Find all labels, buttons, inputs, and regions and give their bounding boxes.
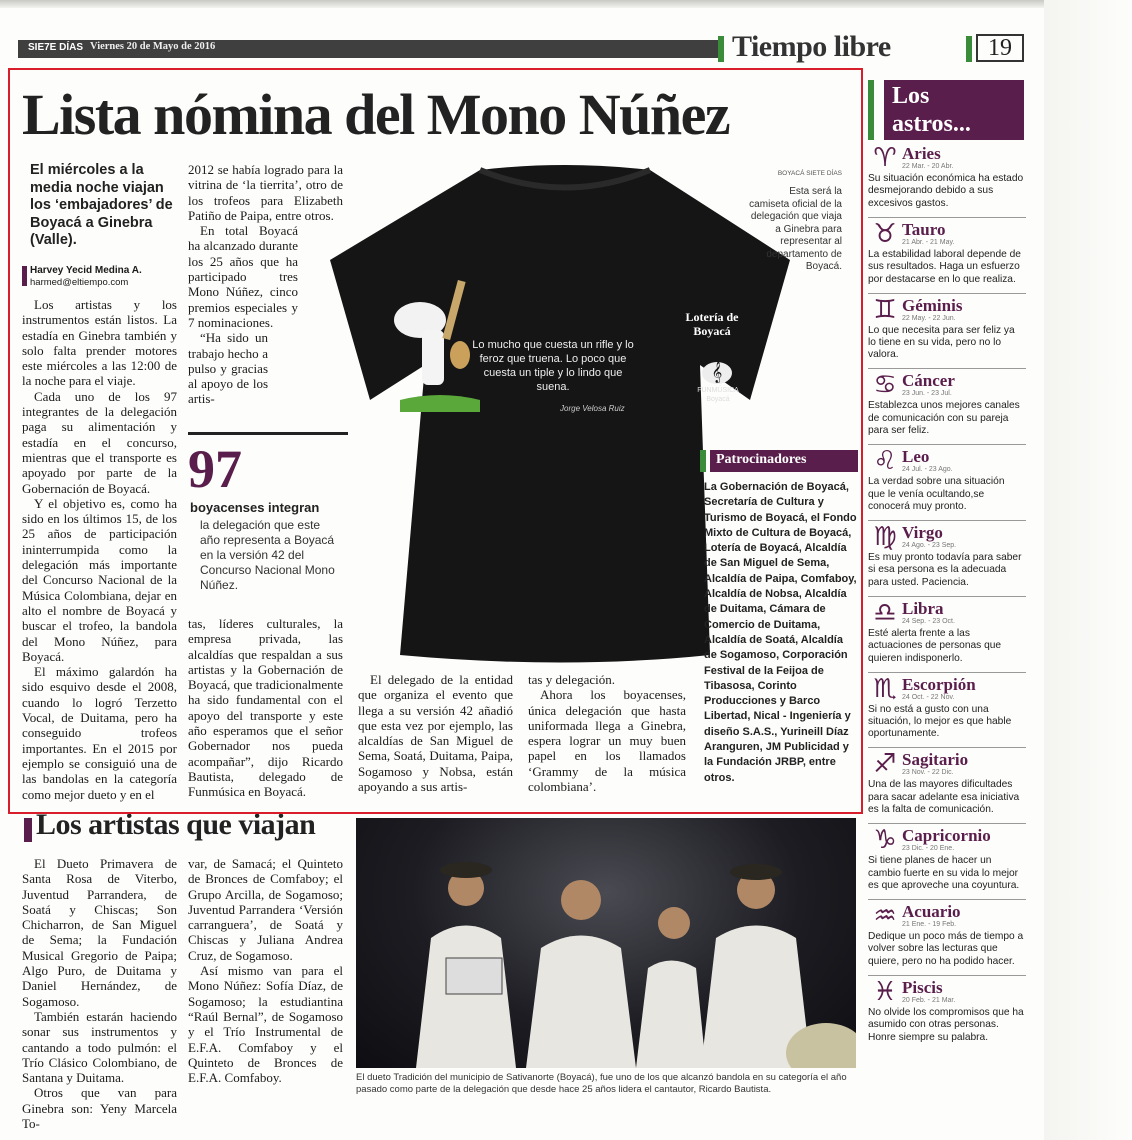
sign-dates: 24 Sep. - 23 Oct. [902, 617, 955, 625]
sign-dates: 23 Dic. - 20 Ene. [902, 845, 955, 853]
paragraph: Así mismo van para el Mono Núñez: Sofía Díaz, de Sogamoso; la estudiantina “Raúl Bernal”, de Sogamoso y el Trío Instrumental de E.F.A. Comfaboy y el Quinteto de Bronces de E.F.A. Comfaboy. [188, 963, 343, 1086]
sign-dates: 24 Oct. - 22 Nov. [902, 693, 955, 701]
sponsors-marker [700, 450, 706, 472]
zodiac-icon: ♈ [873, 143, 897, 173]
sign-dates: 22 May. - 22 Jun. [902, 314, 956, 322]
zodiac-icon: ♓ [873, 976, 897, 1007]
sign-name: Aries [902, 144, 941, 163]
sign-dates: 24 Jul. - 23 Ago. [902, 466, 953, 474]
article-headline: Lista nómina del Mono Núñez [22, 82, 730, 147]
horoscope-sign-8 [868, 748, 1026, 824]
paragraph: “Ha sido un trabajo hecho a pulso y gracias al apoyo de los artis- [188, 330, 268, 407]
paragraph: tas, líderes culturales, la empresa privada, las alcaldías que respaldan a sus artistas y la Gobernación de Boyacá, que tradicionalmente ha sido fundamental con el apoyo del transporte y este año esperamos que el señor Gobernador nos pueda acompañar”, dijo Ricardo Bautista, delegado de Funmúsica en Boyacá. [188, 616, 343, 800]
horoscope-sign-1 [868, 218, 1026, 294]
horoscope-title-2: astros... [892, 111, 971, 137]
article-column-3-bottom [358, 672, 513, 794]
zodiac-icon: ♌ [873, 446, 897, 477]
sign-text: No olvide los compromisos que ha asumido con otras personas. Honre siempre su palabra. [868, 1006, 1024, 1043]
horoscope-list [868, 142, 1026, 1052]
author-marker [22, 266, 27, 286]
horoscope-sign-2 [868, 294, 1026, 370]
sign-name: Cáncer [902, 371, 955, 391]
sign-name: Géminis [902, 295, 963, 315]
sign-dates: 23 Nov. - 22 Dic. [902, 769, 954, 777]
stat-number: 97 [188, 439, 242, 499]
second-article-column-1 [22, 856, 177, 1131]
horoscope-sign-4 [868, 445, 1026, 521]
horoscope-sign-7 [868, 673, 1026, 749]
sign-dates: 22 Mar. - 20 Abr. [902, 163, 954, 170]
paragraph: Los artistas y los instrumentos están listos. La estadía en Ginebra también y solo falta prender motores este miércoles a las 12:00 de la noche para el viaje. [22, 297, 177, 389]
paragraph: var, de Samacá; el Quinteto de Bronces de Comfaboy; el Grupo Arcilla, de Sogamoso; Juventud Parrandera ‘Versión carranguera’, de Soatá y Chiscas y Juliana Andrea Cruz, de Sogamoso. [188, 856, 343, 963]
zodiac-icon: ♑ [873, 825, 897, 856]
top-torn-edge [0, 0, 1132, 8]
sign-name: Escorpión [902, 674, 976, 694]
paragraph: Cada uno de los 97 integrantes de la delegación paga su alimentación y estadía en el concurso, mientras que el transporte es apoyado por parte de la Gobernación de Boyacá. [22, 388, 177, 496]
article-column-1 [22, 297, 177, 802]
second-article-headline: Los artistas que viajan [36, 808, 316, 841]
musicians-figures [356, 818, 856, 1068]
horoscope-sign-3 [868, 369, 1026, 445]
header-date: Viernes 20 de Mayo de 2016 [90, 41, 216, 52]
sign-text: Establezca unos mejores canales de comunicación con su pareja para ser feliz. [868, 400, 1020, 437]
sign-dates: 21 Ene. - 19 Feb. [902, 920, 957, 928]
shirt-quote: Lo mucho que cuesta un rifle y lo feroz que truena. Lo poco que cuesta un tiple y lo lindo que suena. [472, 339, 634, 393]
paragraph: El máximo galardón ha sido esquivo desde el 2008, cuando lo logró Terzetto Vocal, de Duitama, pero ha conseguido trofeos importantes. En el 2015 por ejemplo se consiguió una de las bandolas en la categoría como mejor dueto y en el [22, 664, 177, 802]
article-column-2-top [188, 162, 343, 407]
musicians-photo [356, 818, 856, 1068]
photo-credit: BOYACÁ SIETE DÍAS [777, 170, 842, 177]
stat-rule [188, 432, 348, 435]
stat-bold: boyacenses integran [190, 500, 320, 515]
author-email: harmed@eltiempo.com [30, 277, 129, 288]
horoscope-sign-6 [868, 597, 1026, 673]
sign-text: La estabilidad laboral depende de sus resultados. Haga un esfuerzo por destacarse en lo que realiza. [868, 248, 1021, 285]
second-article-column-2 [188, 856, 343, 1085]
sign-text: Su situación económica ha estado desmejorando debido a sus excesivos gastos. [868, 173, 1024, 209]
right-gutter [1044, 0, 1132, 1140]
author-name: Harvey Yecid Medina A. [30, 265, 142, 276]
sign-name: Capricornio [902, 826, 991, 846]
second-headline-marker [24, 818, 32, 842]
musicians-caption: El dueto Tradición del municipio de Sativanorte (Boyacá), fue uno de los que alcanzó bandola en su categoría el año pasado como parte de la delegación que desde hace 25 años lidera el cantautor, Ricardo Bautista. [356, 1072, 847, 1095]
sign-name: Sagitario [902, 750, 969, 770]
page-number: 19 [976, 34, 1024, 62]
sign-text: La verdad sobre una situación que le venía ocultando,se conocerá muy pronto. [868, 476, 1005, 512]
zodiac-icon: ♍ [873, 521, 897, 552]
article-deck: El miércoles a la media noche viajan los ‘embajadores’ de Boyacá a Ginebra (Valle). [30, 162, 173, 248]
stat-text: la delegación que este año representa a Boyacá en la versión 42 del Concurso Nacional Mono Núñez. [200, 518, 335, 592]
zodiac-icon: ♋ [873, 370, 897, 401]
paragraph: El delegado de la entidad que organiza el evento que llega a su versión 42 añadió que esta vez por ejemplo, las alcaldías de San Miguel de Sema, Soatá, Duitama, Paipa, Sogamoso y Nobsa, están apoyando a sus artis- [358, 672, 513, 795]
funmusica-icon: 𝄞 [702, 362, 732, 384]
sign-text: Es muy pronto todavía para saber si esa persona es la adecuada para usted. Paciencia. [868, 551, 1022, 588]
section-title: Tiempo libre [732, 30, 891, 63]
header-brand: SIE7E DÍAS [28, 42, 84, 53]
page-number-green-bar [966, 36, 972, 62]
zodiac-icon: ♐ [873, 749, 897, 780]
paragraph: tas y delegación. [528, 672, 615, 687]
paragraph: El Dueto Primavera de Santa Rosa de Viterbo, Juventud Parrandera, de Soatá y Chiscas; Son Chicharron, de San Miguel de Sema; la Fundación Musical Gregorio de Paipa; Algo Puro, de Duitama y Daniel Hernández, de Sogamoso. [22, 856, 177, 1009]
horoscope-sign-5 [868, 521, 1026, 597]
header-green-bar [718, 36, 724, 62]
zodiac-icon: ♎ [873, 597, 897, 628]
horoscope-bar [868, 80, 874, 140]
paragraph: En total Boyacá ha alcanzado durante los 25 años que ha participado tres Mono Núñez, cinco premios especiales y 7 nominaciones. [188, 223, 298, 330]
horoscope-title-1: Los [892, 83, 930, 109]
sign-dates: 24 Ago. - 23 Sep. [902, 541, 957, 549]
article-column-4-bottom [528, 672, 686, 794]
sign-text: Si tiene planes de hacer un cambio fuerte en su vida lo mejor es que aproveche una coyuntura. [868, 855, 1020, 891]
sponsors-text: La Gobernación de Boyacá, Secretaría de Cultura y Turismo de Boyacá, el Fondo Mixto de Cultura de Boyacá, Lotería de Boyacá, Alcaldía de San Miguel de Sema, Alcaldía de Paipa, Comfaboy, Alcaldía de Nobsa, Alcaldía de Duitama, Cámara de Comercio de Duitama, Alcaldía de Soatá, Alcaldía de Sogamoso, Corporación Festival de la Feijoa de Tibasosa, Corinto Producciones y Barco Libertad, Nical - Ingeniería y diseño S.A.S., Yurineill Díaz Aranguren, JM Publicidad y la Fundación JRBP, entre otros. [704, 481, 857, 784]
tshirt-caption: Esta será la camiseta oficial de la delegación que viaja a Ginebra para representar al departamento de Boyacá. [749, 186, 842, 272]
sign-name: Leo [902, 447, 930, 467]
shirt-quote-author: Jorge Velosa Ruiz [560, 404, 625, 413]
paragraph: 2012 se había logrado para la vitrina de ‘la tierrita’, otro de los trofeos para Elizabeth Patiño de Paipa, entre otros. [188, 162, 343, 223]
paragraph: Ahora los boyacenses, única delegación que hasta uniformada llega a Ginebra, espera lograr un muy buen papel en los llamados ‘Grammy de la música colombiana’. [528, 687, 686, 795]
sign-text: Esté alerta frente a las actuaciones de personas que quieren indisponerlo. [868, 627, 1002, 664]
shirt-logo-loteria: Lotería de Boyacá [685, 310, 739, 338]
zodiac-icon: ♏ [873, 673, 897, 704]
sign-dates: 23 Jun. - 23 Jul. [902, 390, 952, 398]
horoscope-sign-10 [868, 900, 1026, 976]
sign-dates: 20 Feb. - 21 Mar. [902, 996, 956, 1004]
sign-name: Libra [902, 598, 944, 618]
zodiac-icon: ♒ [873, 900, 897, 931]
sign-dates: 21 Abr. - 21 May. [902, 238, 955, 246]
horoscope-sign-0 [868, 142, 1026, 218]
sign-name: Virgo [902, 522, 943, 542]
sign-name: Acuario [902, 901, 961, 921]
shirt-logo-funmusica: FUNMÚSICA Boyacá [697, 387, 739, 403]
paragraph: Y el objetivo es, como ha sido en los últimos 15, de los 25 años de participación ininterrumpida como la delegación más importante del Concurso Nacional de la Música Colombiana, dejar en alto el nombre de Boyacá y buscar el trofeo, la bandola del Mono Núñez, para Boyacá. [22, 495, 177, 664]
sign-text: Dedique un poco más de tiempo a volver sobre las lecturas que quiere, pero no ha podido hacer. [868, 930, 1024, 967]
zodiac-icon: ♉ [873, 218, 897, 249]
paragraph: También estarán haciendo sonar sus instrumentos y cantando a todo pulmón: el Trío Clásico Colombiano, de Santana y Duitama. [22, 1008, 177, 1086]
horoscope-sign-9 [868, 824, 1026, 900]
sign-text: Una de las mayores dificultades para sacar adelante esa iniciativa es la falta de comunicación. [868, 779, 1020, 816]
sign-name: Tauro [902, 219, 946, 239]
horoscope-sign-11 [868, 976, 1026, 1052]
paragraph: Otros que van para Ginebra son: Yeny Marcela To- [22, 1085, 177, 1132]
sign-name: Piscis [902, 977, 943, 997]
sponsors-title: Patrocinadores [710, 450, 858, 472]
article-column-2-bottom [188, 616, 343, 800]
zodiac-icon: ♊ [873, 294, 897, 325]
sign-text: Si no está a gusto con una situación, lo mejor es que hable oportunamente. [868, 703, 1012, 740]
sign-text: Lo que necesita para ser feliz ya lo tiene en su vida, pero no lo valora. [868, 324, 1015, 361]
